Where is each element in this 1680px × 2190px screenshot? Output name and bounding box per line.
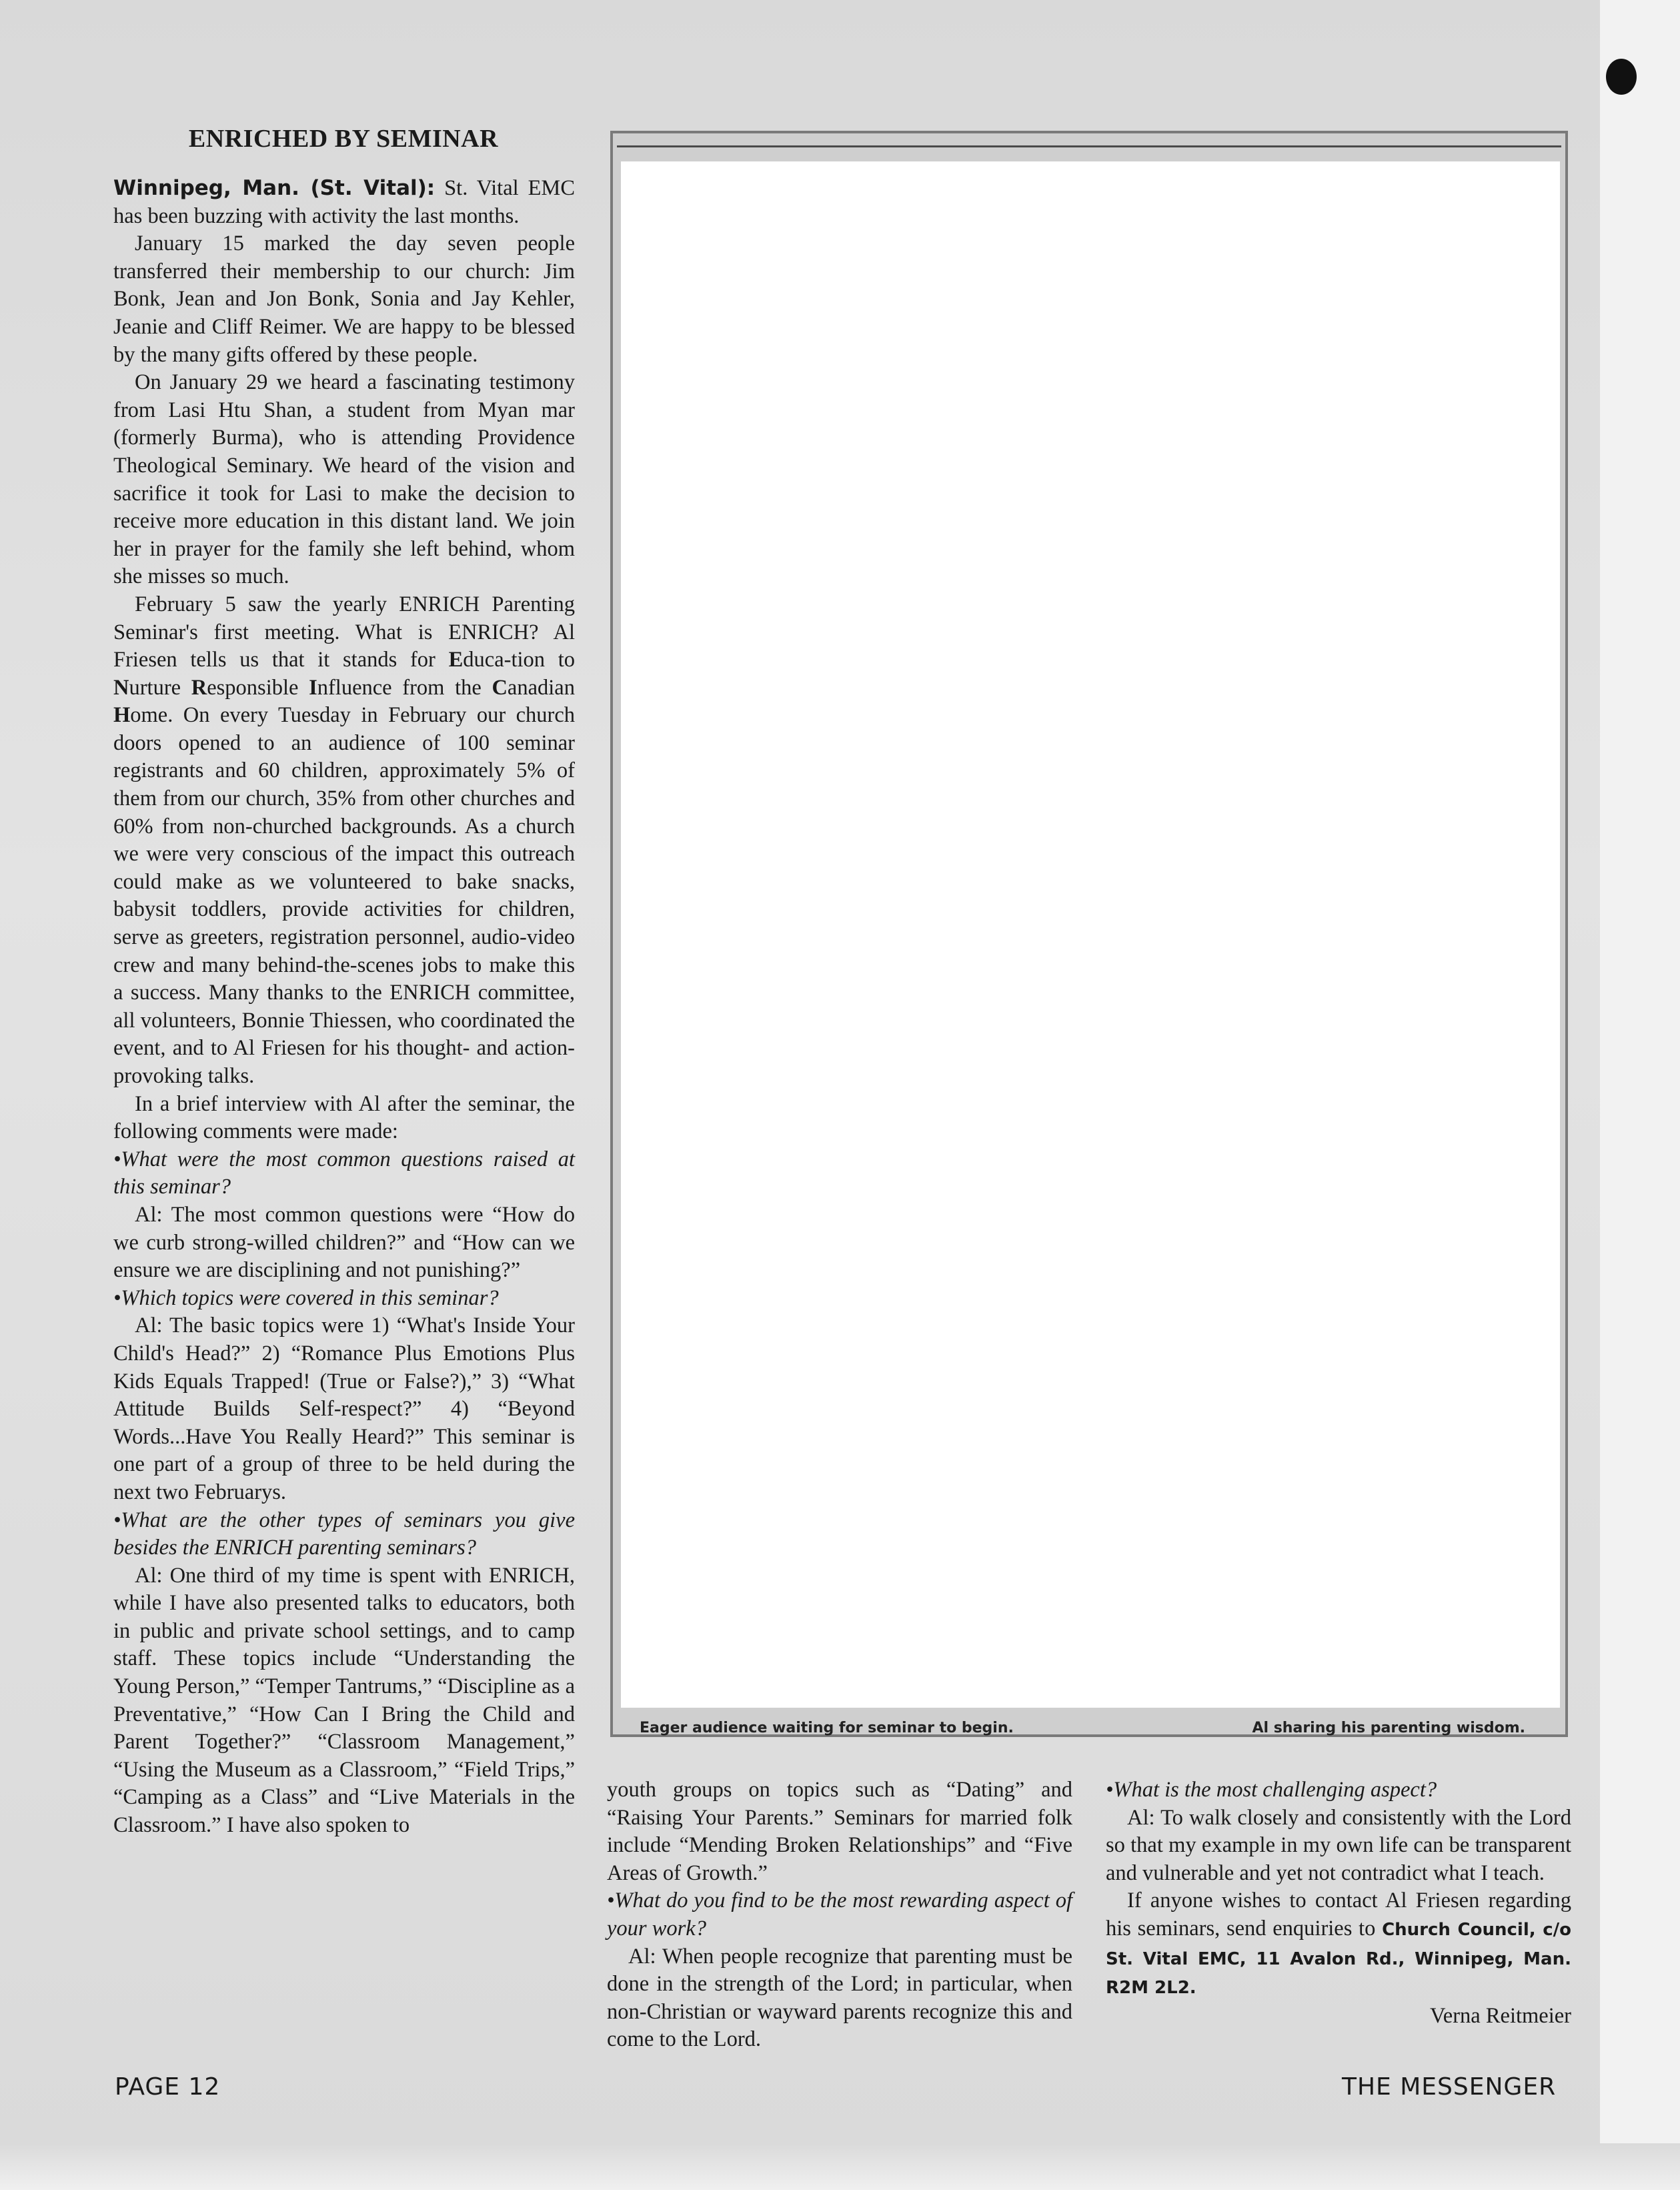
photo-frame xyxy=(610,131,1568,1737)
frame-rule xyxy=(617,145,1561,147)
enrich-intro: February 5 saw the yearly ENRICH Parenting Seminar's first meeting. What is ENRICH? Al Friesen tells us that it stands for xyxy=(113,592,575,672)
acronym-word: ome. xyxy=(130,703,173,728)
scan-edge-bottom xyxy=(0,2143,1680,2190)
answer-4: Al: When people recognize that parenting must be done in the strength of the Lord; in particular, when non-Christian or wayward parents recognize this and come to the Lord. xyxy=(607,1944,1072,2052)
intro-text: St. Vital EMC has been buzzing with activity the last months. xyxy=(113,176,575,228)
paragraph-interview-intro: In a brief interview with Al after the seminar, the following comments were made: xyxy=(113,1091,575,1144)
acronym-letter: H xyxy=(113,703,131,728)
paragraph-contact xyxy=(1106,1887,1571,2002)
punch-hole-icon xyxy=(1606,59,1637,95)
contact-address: Church Council, c/o St. Vital EMC, 11 Avalon Rd., Winnipeg, Man. R2M 2L2. xyxy=(1106,1919,1572,1999)
column-3 xyxy=(1106,1776,1571,2030)
question-3: •What are the other types of seminars you give besides the ENRICH parenting seminars? xyxy=(113,1508,575,1560)
paragraph-enrich xyxy=(113,591,575,1091)
enrich-details: On every Tuesday in February our church doors opened to an audience of 100 seminar registrants and 60 children, approximately 5% of them from our church, 35% from other churches and 60% from non-churched backgrounds. As a church we were very conscious of the impact this outreach could make as we volunteered to bake snacks, babysit toddlers, provide activities for children, serve as greeters, registration personnel, audio-video crew and many behind-the-scenes jobs to make this a success. Many thanks to the ENRICH committee, all volunteers, Bonnie Thiessen, who coordinated the event, and to Al Friesen for his thought- and action-provoking talks. xyxy=(113,703,575,1088)
acronym-letter: E xyxy=(448,648,464,672)
page-number: PAGE 12 xyxy=(115,2073,221,2101)
question-5: •What is the most challenging aspect? xyxy=(1106,1778,1437,1802)
author-signature: Verna Reitmeier xyxy=(1429,2003,1571,2028)
acronym-letter: C xyxy=(492,675,508,700)
photo-caption-left: Eager audience waiting for seminar to begin. xyxy=(640,1720,1014,1736)
acronym-word: urture xyxy=(129,675,191,700)
answer-1: Al: The most common questions were “How do we curb strong-willed children?” and “How can we ensure we are disciplining and not punishing?” xyxy=(113,1202,575,1283)
answer-3: Al: One third of my time is spent with ENRICH, while I have also presented talks to educators, both in public and private school settings, and to camp staff. These topics include “Understanding the Young Person,” “Temper Tantrums,” “Discipline as a Preventative,” “How Can I Bring the Child and Parent Together?” “Classroom Management,” “Using the Museum as a Classroom,” “Field Trips,” “Camping as a Class” and “Live Materials in the Classroom.” I have also spoken to xyxy=(113,1563,575,1838)
column-1 xyxy=(113,175,575,1840)
photo-area xyxy=(621,161,1560,1708)
answer-3-continued: youth groups on topics such as “Dating” and “Raising Your Parents.” Seminars for married folk include “Mending Broken Relationships” and “Five Areas of Growth.” xyxy=(607,1778,1072,1885)
paragraph-testimony: On January 29 we heard a fascinating testimony from Lasi Htu Shan, a student from Myan mar (formerly Burma), who is attending Providence Theological Seminary. We heard of the vision and sacrifice it took for Lasi to make the decision to receive more education in this distant land. We join her in prayer for the family she left behind, whom she misses so much. xyxy=(113,370,575,589)
acronym-word: nfluence from the xyxy=(317,675,492,700)
question-4: •What do you find to be the most rewarding aspect of your work? xyxy=(607,1888,1072,1941)
dateline: Winnipeg, Man. (St. Vital): xyxy=(113,176,436,200)
paragraph-intro xyxy=(113,175,575,230)
question-2: •Which topics were covered in this seminar? xyxy=(113,1285,499,1310)
acronym-letter: R xyxy=(191,675,207,700)
paragraph-membership: January 15 marked the day seven people transferred their membership to our church: Jim Bonk, Jean and Jon Bonk, Sonia and Jay Kehler, Jeanie and Cliff Reimer. We are happy to be blessed by the many gifts offered by these people. xyxy=(113,231,575,367)
acronym-letter: N xyxy=(113,675,129,700)
column-2 xyxy=(607,1776,1072,2054)
acronym-word: duca-tion to xyxy=(463,648,575,672)
acronym-letter: I xyxy=(309,675,317,700)
question-1: •What were the most common questions raised at this seminar? xyxy=(113,1147,575,1199)
contact-text: If anyone wishes to contact Al Friesen regarding his seminars, send enquiries to xyxy=(1106,1888,1571,1941)
acronym-word: esponsible xyxy=(207,675,309,700)
acronym-word: anadian xyxy=(507,675,575,700)
photo-caption-right: Al sharing his parenting wisdom. xyxy=(1252,1720,1525,1736)
scan-edge-right xyxy=(1600,0,1680,2190)
answer-5: Al: To walk closely and consistently with the Lord so that my example in my own life can be transparent and vulnerable and yet not contradict what I teach. xyxy=(1106,1805,1571,1885)
publication-name: THE MESSENGER xyxy=(1342,2073,1557,2101)
article-heading: ENRICHED BY SEMINAR xyxy=(188,125,499,153)
answer-2: Al: The basic topics were 1) “What's Inside Your Child's Head?” 2) “Romance Plus Emotions Plus Kids Equals Trapped! (True or False?),” 3) “What Attitude Builds Self-respect?” 4) “Beyond Words...Have You Really Heard?” This seminar is one part of a group of three to be held during the next two Februarys. xyxy=(113,1313,575,1504)
